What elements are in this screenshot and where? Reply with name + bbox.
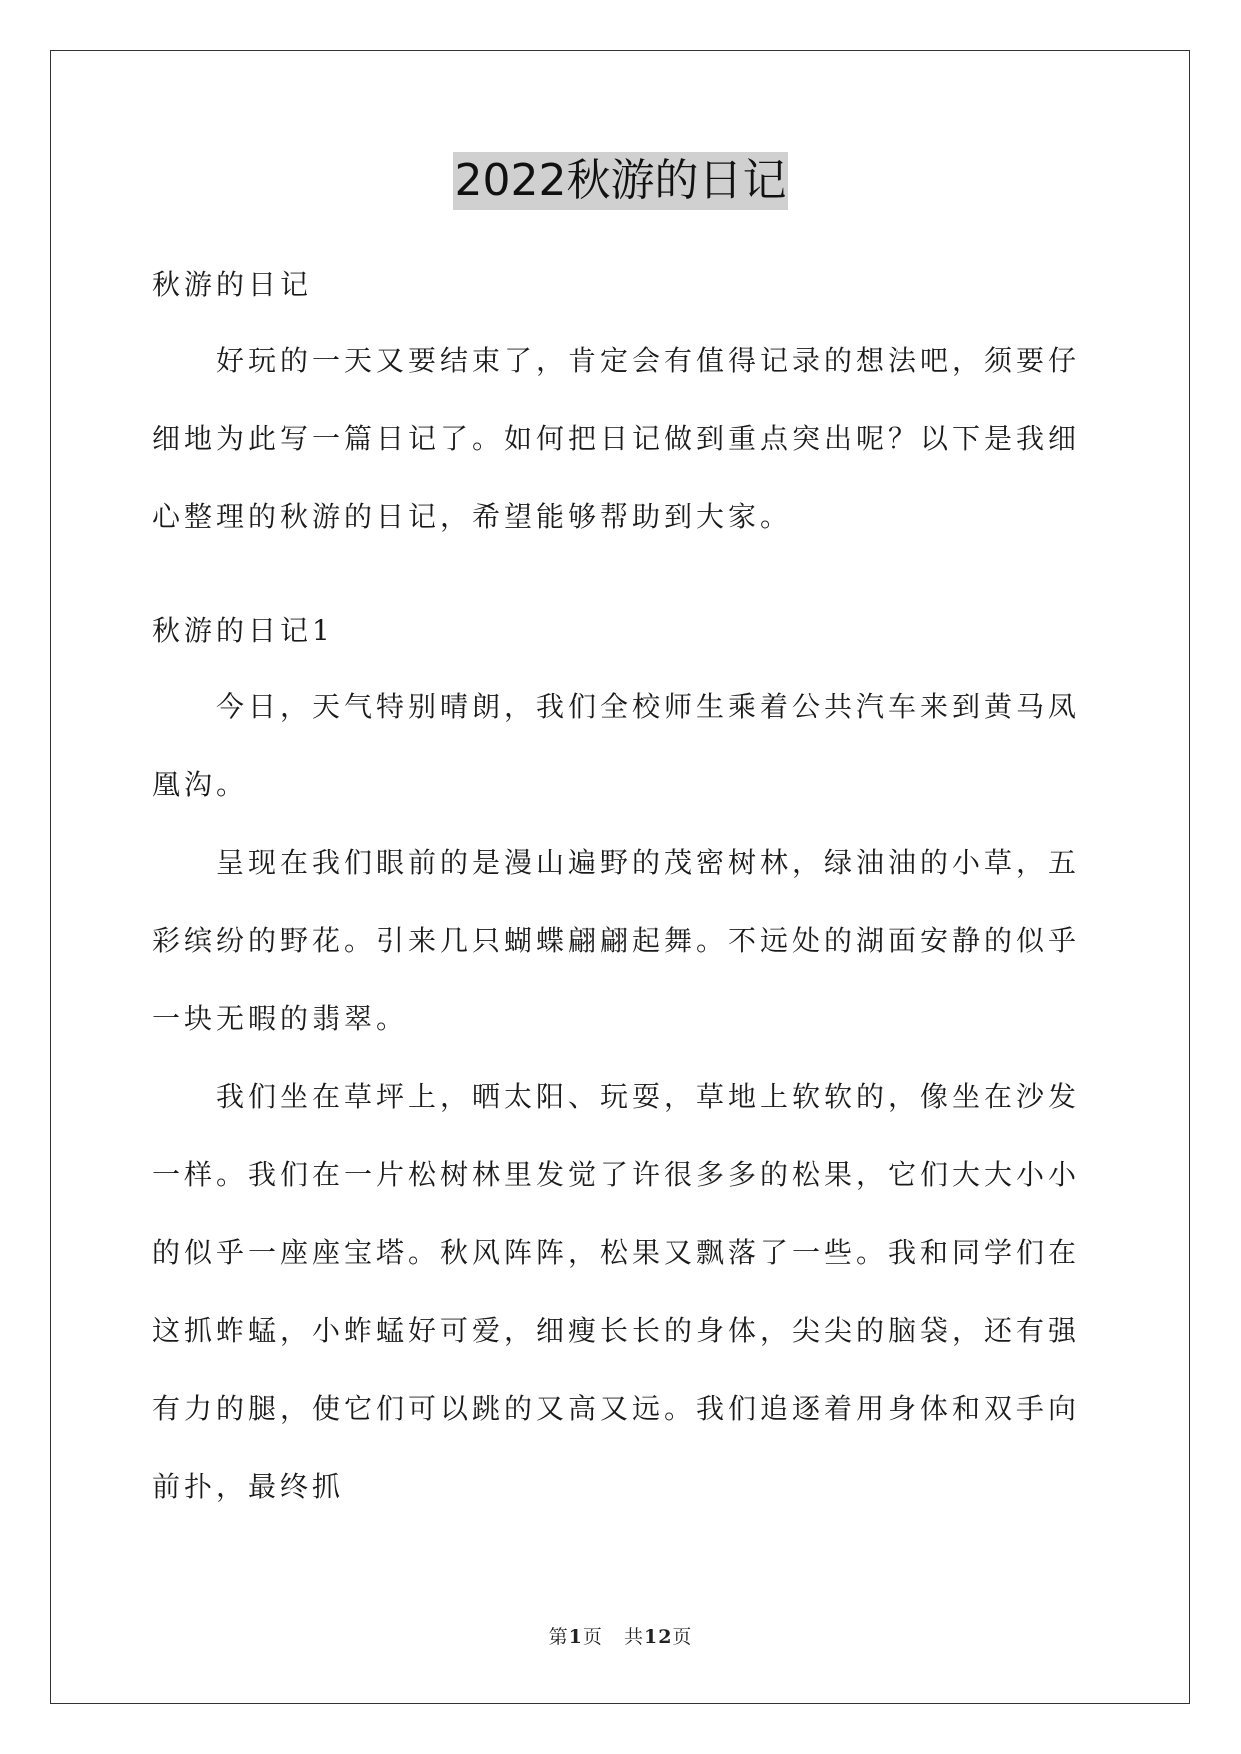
title-container — [0, 152, 1241, 210]
page-suffix: 页 — [582, 1626, 603, 1648]
page-total: 12 — [643, 1626, 673, 1648]
section-heading: 秋游的日记1 — [152, 614, 334, 647]
section-heading: 秋游的日记 — [152, 268, 313, 301]
total-prefix: 共 — [623, 1626, 644, 1648]
document-title: 2022秋游的日记 — [453, 152, 789, 210]
paragraph: 今日，天气特别晴朗，我们全校师生乘着公共汽车来到黄马凤凰沟。 — [152, 690, 1081, 801]
paragraph: 我们坐在草坪上，晒太阳、玩耍，草地上软软的，像坐在沙发一样。我们在一片松树林里发觉了许很多多的松果，它们大大小小的似乎一座座宝塔。秋风阵阵，松果又飘落了一些。我和同学们在这抓蚱蜢，小蚱蜢好可爱，细瘦长长的身体，尖尖的脑袋，还有强有力的腿，使它们可以跳的又高又远。我们追逐着用身体和双手向前扑，最终抓 — [152, 1080, 1081, 1503]
paragraph: 呈现在我们眼前的是漫山遍野的茂密树林，绿油油的小草，五彩缤纷的野花。引来几只蝴蝶翩翩起舞。不远处的湖面安静的似乎一块无暇的翡翠。 — [152, 846, 1081, 1035]
page-footer — [0, 1622, 1241, 1649]
document-body — [152, 260, 1092, 1526]
page-prefix: 第 — [548, 1626, 569, 1648]
section-spacer — [152, 556, 1092, 606]
paragraph: 好玩的一天又要结束了，肯定会有值得记录的想法吧，须要仔细地为此写一篇日记了。如何把日记做到重点突出呢？以下是我细心整理的秋游的日记，希望能够帮助到大家。 — [152, 344, 1081, 533]
total-suffix: 页 — [672, 1626, 693, 1648]
page-current: 1 — [568, 1626, 583, 1648]
